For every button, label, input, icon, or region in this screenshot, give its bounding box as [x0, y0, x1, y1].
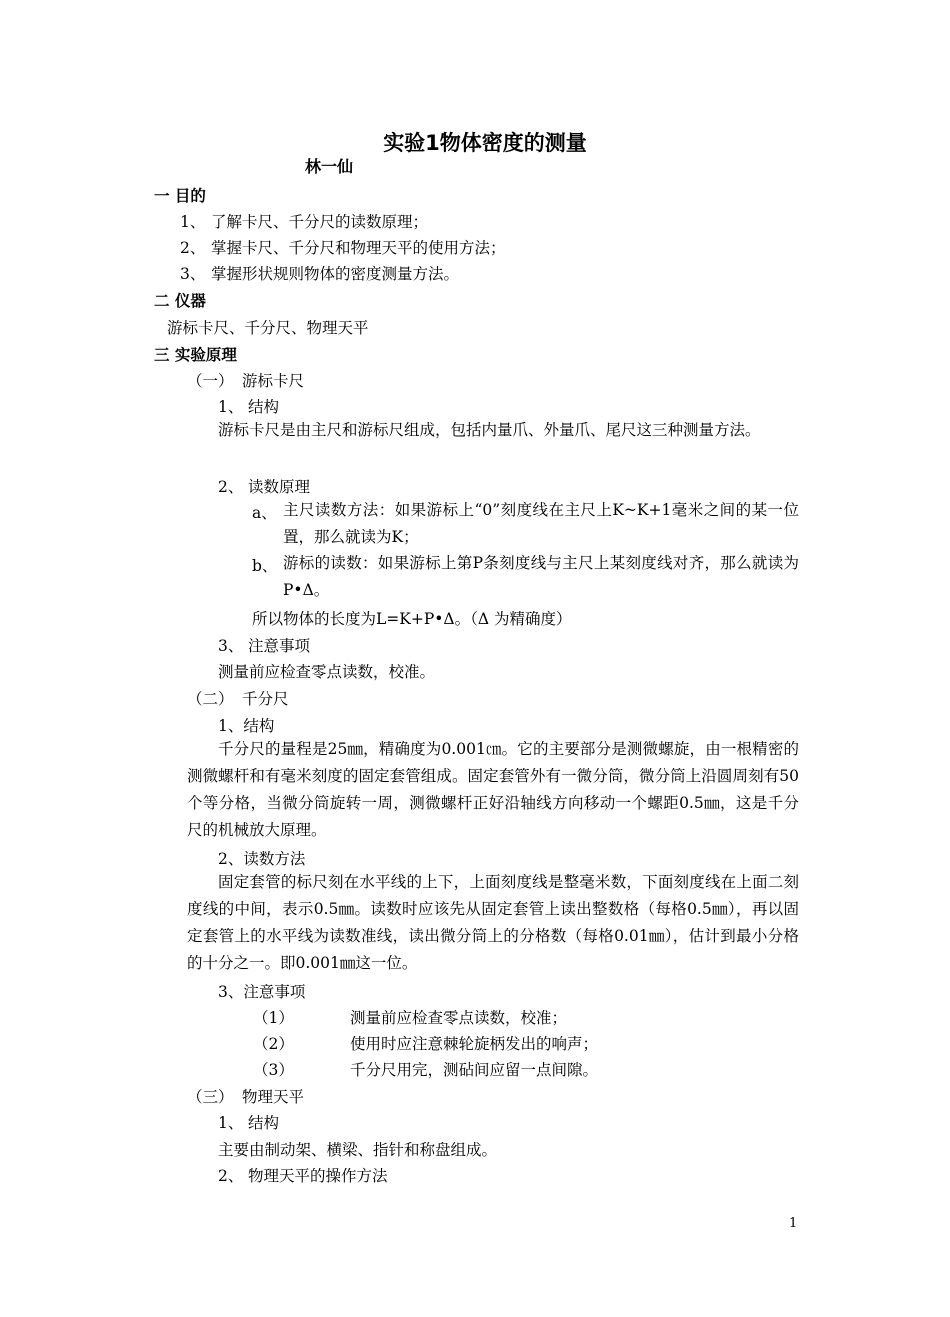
balance-operation-heading: 2、 物理天平的操作方法: [218, 1167, 388, 1185]
subsection-micrometer: （二） 千分尺: [187, 690, 289, 708]
micrometer-structure-heading: 1、结构: [218, 717, 275, 735]
purpose-item: 1、 了解卡尺、千分尺的读数原理；: [180, 213, 429, 231]
page-number: 1: [789, 1216, 798, 1231]
purpose-item: 2、 掌握卡尺、千分尺和物理天平的使用方法；: [180, 239, 506, 257]
vernier-reading-heading: 2、 读数原理: [218, 478, 311, 496]
reading-item-b-label: b、: [252, 557, 278, 575]
reading-item-a-text: 主尺读数方法：如果游标上“0”刻度线在主尺上K~K+1毫米之间的某一位置，那么就读为K；: [283, 501, 799, 546]
vernier-notes-heading: 3、 注意事项: [218, 637, 311, 655]
reading-item-b-text: 游标的读数：如果游标上第P条刻度线与主尺上某刻度线对齐，那么就读为P•Δ。: [283, 554, 799, 599]
purpose-item: 3、 掌握形状规则物体的密度测量方法。: [180, 265, 460, 283]
vernier-structure-heading: 1、 结构: [218, 398, 280, 416]
micrometer-structure-text: 千分尺的量程是25㎜，精确度为0.001㎝。它的主要部分是测微螺旋，由一根精密的测微螺杆和有毫米刻度的固定套管组成。固定套管外有一微分筒，微分筒上沿圆周刻有50个等分格，当微分筒旋转一周，测微螺杆正好沿轴线方向移动一个螺距0.5㎜，这是千分尺的机械放大原理。: [187, 740, 799, 839]
balance-structure-heading: 1、 结构: [218, 1114, 280, 1132]
section-heading-purpose: 一 目的: [154, 187, 206, 205]
instruments-text: 游标卡尺、千分尺、物理天平: [167, 319, 369, 337]
reading-item-a-label: a、: [252, 504, 277, 522]
micrometer-reading-heading: 2、读数方法: [218, 850, 306, 868]
micrometer-note-item: （3） 千分尺用完，测砧间应留一点间隙。: [253, 1061, 599, 1079]
subsection-physical-balance: （三） 物理天平: [187, 1088, 305, 1106]
micrometer-reading-text: 固定套管的标尺刻在水平线的上下，上面刻度线是整毫米数，下面刻度线在上面二刻度线的中间，表示0.5㎜。读数时应该先从固定套管上读出整数格（每格0.5㎜），再以固定套管上的水平线为读数准线，读出微分筒上的分格数（每格0.01㎜），估计到最小分格的十分之一。即0.001㎜这一位。: [187, 873, 799, 972]
vernier-structure-text: 游标卡尺是由主尺和游标尺组成，包括内量爪、外量爪、尾尺这三种测量方法。: [218, 421, 761, 439]
author-name: 林一仙: [305, 157, 354, 176]
subsection-vernier-caliper: （一） 游标卡尺: [187, 372, 305, 390]
micrometer-note-item: （1） 测量前应检查零点读数，校准；: [253, 1009, 568, 1027]
balance-structure-text: 主要由制动架、横梁、指针和称盘组成。: [218, 1141, 498, 1159]
length-formula: 所以物体的长度为L=K+P•Δ。（Δ 为精确度）: [252, 610, 572, 628]
micrometer-note-item: （2） 使用时应注意棘轮旋柄发出的响声；: [253, 1035, 599, 1053]
section-heading-principle: 三 实验原理: [154, 346, 237, 364]
micrometer-notes-heading: 3、注意事项: [218, 983, 306, 1001]
document-title: 实验1物体密度的测量: [383, 131, 587, 155]
vernier-notes-text: 测量前应检查零点读数，校准。: [218, 663, 436, 681]
section-heading-instruments: 二 仪器: [154, 292, 206, 310]
